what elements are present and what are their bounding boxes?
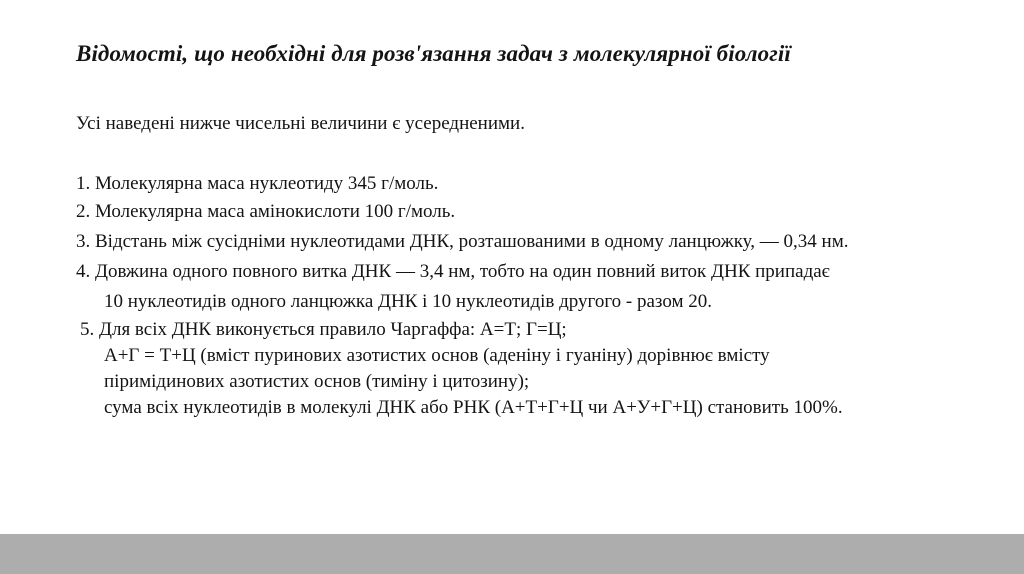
list-item-1: 1. Молекулярна маса нуклеотиду 345 г/моль. — [76, 173, 439, 194]
list-item-5-line-1: 5. Для всіх ДНК виконується правило Чаргаффа: А=Т; Г=Ц; — [80, 319, 567, 340]
list-item-4-line-1: 4. Довжина одного повного витка ДНК — 3,4 нм, тобто на один повний виток ДНК припадає — [76, 261, 830, 282]
list-item-4-line-2: 10 нуклеотидів одного ланцюжка ДНК і 10 нуклеотидів другого - разом 20. — [104, 291, 712, 312]
list-item-5-line-3: піримідинових азотистих основ (тиміну і цитозину); — [104, 371, 530, 392]
list-item-3: 3. Відстань між сусідніми нуклеотидами ДНК, розташованими в одному ланцюжку, — 0,34 нм. — [76, 231, 849, 252]
list-item-5-line-2: А+Г = Т+Ц (вміст пуринових азотистих основ (аденіну і гуаніну) дорівнює вмісту — [104, 345, 770, 366]
slide-title: Відомості, що необхідні для розв'язання задач з молекулярної біології — [76, 41, 791, 66]
bottom-band — [0, 534, 1024, 574]
list-item-5-line-4: сума всіх нуклеотидів в молекулі ДНК або РНК (А+Т+Г+Ц чи А+У+Г+Ц) становить 100%. — [104, 397, 843, 418]
list-item-2: 2. Молекулярна маса амінокислоти 100 г/моль. — [76, 201, 456, 222]
intro-text: Усі наведені нижче чисельні величини є усередненими. — [76, 113, 525, 134]
